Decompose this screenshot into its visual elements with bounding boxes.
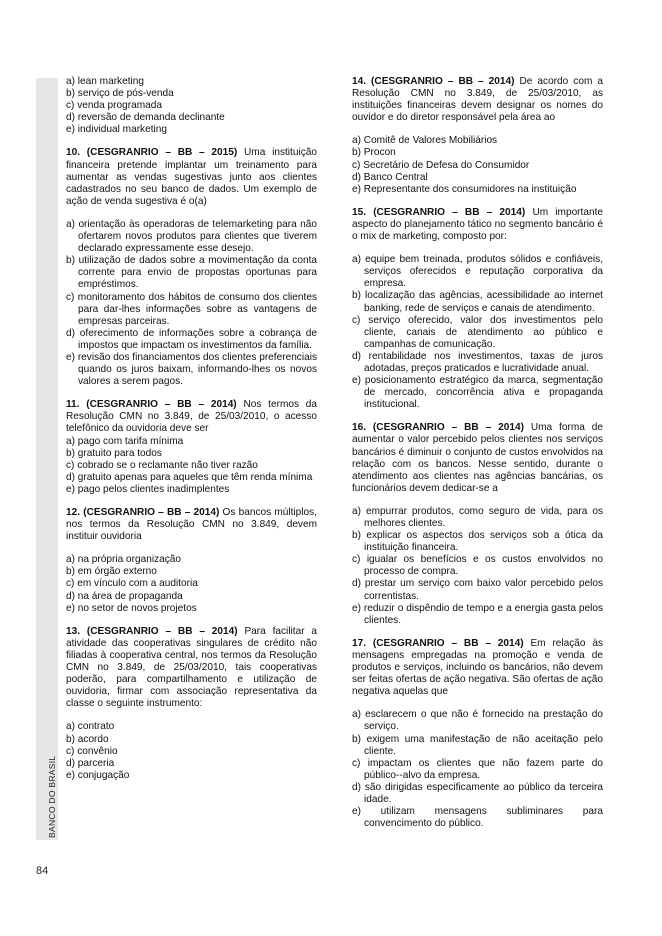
question-17-text: Em relação às mensagens empregadas na promoção e venda de produtos e serviços, incluindo os bancários, não devem ser feitas ofertas de ação negativa. São ofertas de ação negativa aquelas que [352, 637, 604, 698]
option-e: e) revisão dos financiamentos dos clientes preferenciais quando os juros baixam, informando-lhes os novos valores a serem pagos. [66, 351, 317, 388]
question-16 [352, 422, 603, 627]
sidebar-band [36, 78, 58, 840]
option-b: b) localização das agências, acessibilidade ao internet banking, rede de serviços e canais de atendimento. [352, 290, 603, 314]
option-a: a) pago com tarifa mínima [66, 435, 184, 447]
option-b: b) utilização de dados sobre a movimentação da conta corrente para envio de propostas oportunas para empréstimos. [66, 255, 317, 291]
option-b: b) exigem uma manifestação de não aceitação pelo cliente. [352, 733, 603, 757]
option-d: d) oferecimento de informações sobre a cobrança de impostos que impactam os investimentos da família. [66, 327, 317, 351]
option-a: a) esclarecem o que não é fornecido na prestação do serviço. [352, 709, 603, 733]
option-b: b) Procon [352, 147, 396, 159]
option-c: c) monitoramento dos hábitos de consumo dos clientes para dar-lhes informações sobre as vantagens de empresas parceiras. [66, 291, 317, 327]
question-14-stem [352, 76, 603, 124]
option-c: c) Secretário de Defesa do Consumidor [352, 159, 530, 171]
question-17 [352, 638, 603, 830]
option-c: c) igualar os benefícios e os custos envolvidos no processo de compra. [352, 554, 603, 578]
question-10-text: Uma instituição financeira pretende implantar um treinamento para aumentar as vendas sugestivas junto aos clientes cadastrados no seu banco de dados. Um exemplo de ação de venda sugestiva é o(a) [66, 147, 317, 207]
question-13-label: 13. (CESGRANRIO – BB – 2014) [66, 625, 238, 637]
option-e: e) pago pelos clientes inadimplentes [66, 483, 230, 495]
option-c: c) impactam os clientes que não fazem parte do público--alvo da empresa. [352, 757, 603, 781]
question-16-stem [352, 422, 603, 495]
question-16-text: Uma forma de aumentar o valor percebido pelos clientes nos serviços bancários é diminuir o conjunto de custos envolvidos na relação com os bancos. Nesse sentido, durante o atendimento aos clientes nas agências bancárias, os funcionários devem dedicar-se a [352, 422, 603, 494]
option-d: d) rentabilidade nos investimentos, taxas de juros adotadas, preços praticados e lucratividade anual. [352, 350, 603, 374]
question-12 [66, 507, 317, 615]
question-15-text: Um importante aspecto do planejamento tático no segmento bancário é o mix de marketing, composto por: [352, 206, 603, 243]
option-b: b) gratuito para todos [66, 447, 162, 459]
option-e: e) no setor de novos projetos [66, 602, 197, 614]
option-d: d) Banco Central [352, 171, 428, 183]
option-c: c) serviço oferecido, valor dos investimentos pelo cliente, canais de atendimento ao público e campanhas de comunicação. [352, 314, 603, 350]
question-14 [352, 76, 603, 196]
question-11-stem [66, 399, 317, 435]
option-b: b) acordo [66, 733, 109, 745]
question-11-text: Nos termos da Resolução CMN no 3.849, de 25/03/2010, o acesso telefônico da ouvidoria deve ser [66, 399, 317, 435]
option-a: a) contrato [66, 721, 115, 733]
question-11-label: 11. (CESGRANRIO – BB – 2014) [66, 399, 237, 411]
option-a: a) empurrar produtos, como seguro de vida, para os melhores clientes. [352, 505, 603, 529]
question-13-text: Para facilitar a atividade das cooperativas singulares de crédito não filiadas à cooperativa central, nos termos da Resolução CMN no 3.849, de 25/03/2010, tais cooperativas poderão, para compartilhamento e utilização de ouvidoria, firmar com associação representativa da classe o seguinte instrumento: [66, 625, 318, 710]
option-a: a) equipe bem treinada, produtos sólidos e confiáveis, serviços oferecidos e reputação corporativa da empresa. [352, 254, 603, 290]
question-16-label: 16. (CESGRANRIO – BB – 2014) [352, 422, 524, 434]
option-d: d) são dirigidas especificamente ao público da terceira idade. [352, 781, 603, 805]
option-c: c) venda programada [66, 100, 162, 112]
page-number: 84 [36, 865, 49, 877]
option-d: d) gratuito apenas para aqueles que têm renda mínima [66, 471, 313, 483]
question-14-text: De acordo com a Resolução CMN no 3.849, de 25/03/2010, as instituições financeiras devem designar os nomes do ouvidor e do diretor responsável pela área ao [352, 76, 603, 124]
question-12-text: Os bancos múltiplos, nos termos da Resolução CMN no 3.849, devem instituir ouvidoria [66, 507, 317, 543]
question-13 [66, 626, 317, 782]
right-column [352, 76, 603, 841]
option-e: e) utilizam mensagens subliminares para convencimento do público. [352, 806, 603, 830]
question-15-label: 15. (CESGRANRIO – BB – 2014) [352, 206, 526, 218]
option-e: e) conjugação [66, 769, 130, 781]
sidebar-label: BANCO DO BRASIL [47, 755, 57, 838]
option-e: e) Representante dos consumidores na instituição [352, 183, 577, 195]
option-d: d) reversão de demanda declinante [66, 112, 225, 124]
option-a: a) Comitê de Valores Mobiliários [352, 135, 498, 147]
option-d: d) parceria [66, 757, 115, 769]
question-10 [66, 147, 317, 388]
option-b: b) em órgão externo [66, 566, 157, 578]
option-e: e) individual marketing [66, 124, 167, 136]
question-17-stem [352, 638, 603, 698]
option-a: a) lean marketing [66, 76, 144, 87]
option-e: e) reduzir o dispêndio de tempo e a energia gasta pelos clientes. [352, 602, 603, 626]
question-14-label: 14. (CESGRANRIO – BB – 2014) [352, 76, 515, 87]
question-17-label: 17. (CESGRANRIO – BB – 2014) [352, 637, 524, 649]
option-b: b) serviço de pós-venda [66, 88, 174, 100]
option-e: e) posicionamento estratégico da marca, segmentação de mercado, concorrência ativa e propaganda institucional. [352, 375, 603, 411]
previous-question-options [66, 76, 317, 136]
option-a: a) na própria organização [66, 554, 182, 566]
left-column [66, 76, 317, 793]
option-c: c) cobrado se o reclamante não tiver razão [66, 459, 258, 471]
question-12-stem [66, 507, 317, 543]
option-b: b) explicar os aspectos dos serviços sob a ótica da instituição financeira. [352, 530, 603, 554]
option-d: d) prestar um serviço com baixo valor percebido pelos correntistas. [352, 578, 603, 602]
question-11 [66, 399, 317, 496]
option-c: c) em vínculo com a auditoria [66, 578, 198, 590]
option-d: d) na área de propaganda [66, 590, 183, 602]
question-10-stem [66, 147, 317, 207]
question-15-stem [352, 207, 603, 243]
question-10-label: 10. (CESGRANRIO – BB – 2015) [66, 147, 238, 159]
question-13-stem [66, 626, 317, 711]
option-c: c) convênio [66, 745, 118, 757]
question-12-label: 12. (CESGRANRIO – BB – 2014) [66, 507, 220, 518]
question-15 [352, 207, 603, 412]
option-a: a) orientação às operadoras de telemarketing para não ofertarem novos produtos para clientes que tiverem declarado expressamente esse desejo. [66, 218, 317, 255]
